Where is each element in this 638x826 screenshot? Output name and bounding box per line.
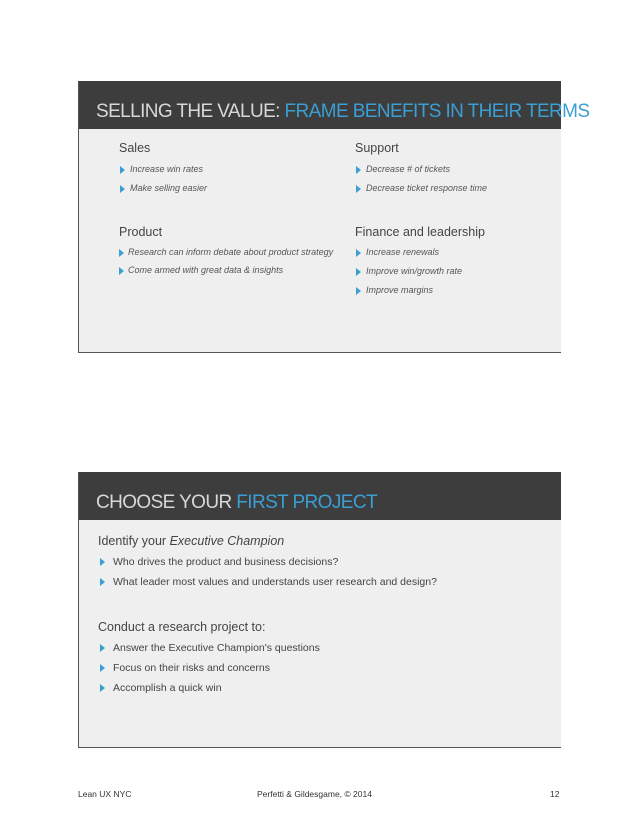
slide-selling-the-value: [78, 81, 590, 353]
section-heading: Conduct a research project to:: [98, 620, 266, 634]
list-item: Accomplish a quick win: [98, 682, 320, 694]
slide-header: [79, 472, 561, 520]
finance-column: [355, 225, 485, 295]
list-item: Make selling easier: [119, 183, 207, 193]
support-heading: Support: [355, 141, 399, 155]
triangle-bullet-icon: [100, 558, 105, 566]
list-item: Focus on their risks and concerns: [98, 662, 320, 674]
section-heading: Identify your Executive Champion: [98, 534, 285, 548]
slide-header: [79, 81, 590, 129]
footer-copyright: Perfetti & Gildesgame, © 2014: [257, 789, 372, 799]
list-item: Improve margins: [355, 285, 485, 295]
list-item: Decrease # of tickets: [355, 164, 487, 174]
slide-title-plain: SELLING THE VALUE:: [96, 101, 285, 122]
triangle-bullet-icon: [119, 249, 124, 257]
list-item: Increase renewals: [355, 247, 485, 257]
list-item: Come armed with great data & insights: [119, 265, 333, 275]
triangle-bullet-icon: [119, 267, 124, 275]
sales-heading: Sales: [119, 141, 151, 155]
list-item: Answer the Executive Champion's questions: [98, 642, 320, 654]
list-item: Research can inform debate about product strategy: [119, 247, 333, 257]
sales-column: [119, 141, 207, 193]
slide-title-highlight: FRAME BENEFITS IN THEIR TERMS: [284, 101, 590, 122]
product-column: [119, 225, 333, 275]
slide-title-highlight: FIRST PROJECT: [236, 492, 377, 513]
list-item: Improve win/growth rate: [355, 266, 485, 276]
list-item: Who drives the product and business decisions?: [98, 556, 437, 568]
slide-title: [96, 492, 377, 514]
page-number: 12: [550, 789, 560, 799]
triangle-bullet-icon: [120, 166, 125, 174]
triangle-bullet-icon: [356, 166, 361, 174]
section-research-project: [98, 620, 320, 694]
footer-left: Lean UX NYC: [78, 789, 132, 799]
support-column: [355, 141, 487, 193]
list-item: Increase win rates: [119, 164, 207, 174]
triangle-bullet-icon: [356, 249, 361, 257]
slide-choose-your-first-project: [78, 472, 561, 748]
triangle-bullet-icon: [100, 578, 105, 586]
product-heading: Product: [119, 225, 163, 239]
triangle-bullet-icon: [120, 185, 125, 193]
triangle-bullet-icon: [100, 684, 105, 692]
list-item: Decrease ticket response time: [355, 183, 487, 193]
triangle-bullet-icon: [100, 644, 105, 652]
finance-heading: Finance and leadership: [355, 225, 485, 239]
slide-title-plain: CHOOSE YOUR: [96, 492, 237, 513]
slide-title: [96, 101, 589, 123]
triangle-bullet-icon: [100, 664, 105, 672]
triangle-bullet-icon: [356, 185, 361, 193]
triangle-bullet-icon: [356, 268, 361, 276]
section-executive-champion: [98, 534, 437, 588]
triangle-bullet-icon: [356, 287, 361, 295]
list-item: What leader most values and understands user research and design?: [98, 576, 437, 588]
